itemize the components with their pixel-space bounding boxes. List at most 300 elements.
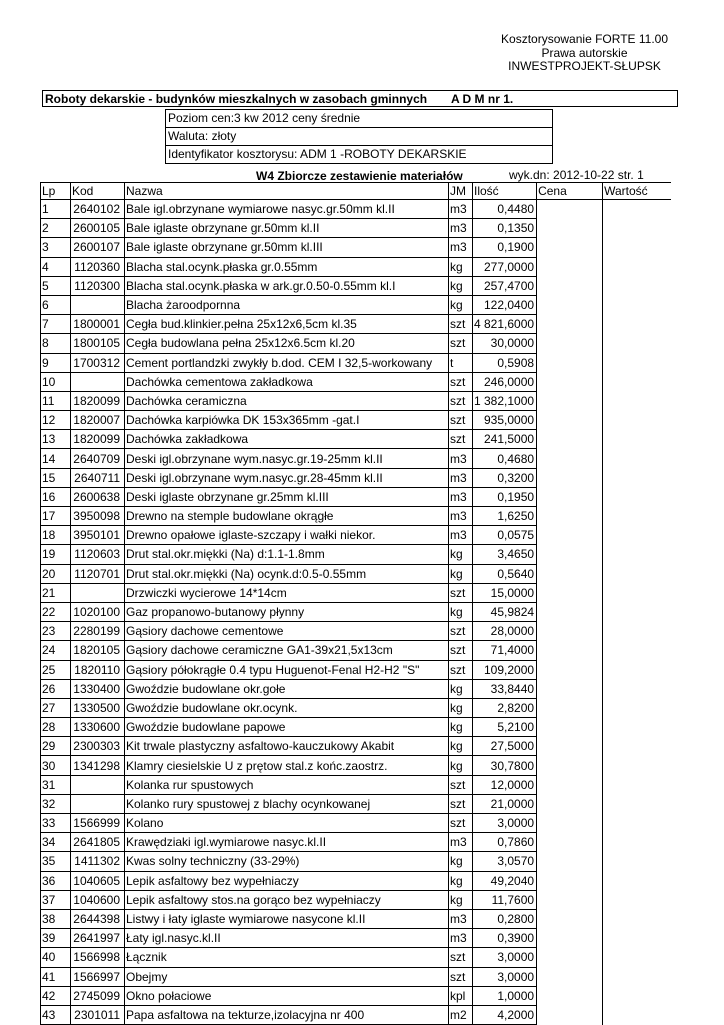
cell-jm: m3	[449, 507, 473, 526]
cell-kod: 2600105	[71, 219, 125, 238]
price-level: Poziom cen:3 kw 2012 ceny średnie	[166, 110, 552, 128]
cell-cena	[537, 295, 603, 314]
cell-ilosc: 11,7600	[473, 890, 537, 909]
cell-nazwa: Drzwiczki wycierowe 14*14cm	[125, 583, 449, 602]
cell-cena	[537, 929, 603, 948]
cell-kod: 1820110	[71, 660, 125, 679]
cell-lp: 40	[41, 948, 71, 967]
cell-nazwa: Gwoździe budowlane okr.gołe	[125, 679, 449, 698]
col-kod: Kod	[71, 183, 125, 200]
cell-jm: szt	[449, 430, 473, 449]
cell-kod: 1566998	[71, 948, 125, 967]
cell-wartosc	[603, 200, 671, 219]
cell-nazwa: Blacha stal.ocynk.płaska gr.0.55mm	[125, 257, 449, 276]
cell-cena	[537, 257, 603, 276]
table-row	[41, 526, 671, 545]
cell-ilosc: 246,0000	[473, 372, 537, 391]
cell-kod: 1330500	[71, 698, 125, 717]
table-row	[41, 679, 671, 698]
cell-ilosc: 122,0400	[473, 295, 537, 314]
cell-nazwa: Drewno na stemple budowlane okrągłe	[125, 507, 449, 526]
cell-wartosc	[603, 967, 671, 986]
cell-nazwa: Kwas solny techniczny (33-29%)	[125, 852, 449, 871]
cell-cena	[537, 756, 603, 775]
table-row	[41, 200, 671, 219]
table-row	[41, 411, 671, 430]
cell-cena	[537, 852, 603, 871]
cell-kod	[71, 372, 125, 391]
cell-kod: 1820099	[71, 391, 125, 410]
cell-lp: 17	[41, 507, 71, 526]
cell-kod: 2745099	[71, 986, 125, 1005]
cell-wartosc	[603, 468, 671, 487]
cell-wartosc	[603, 756, 671, 775]
cell-jm: kg	[449, 852, 473, 871]
cell-ilosc: 0,5640	[473, 564, 537, 583]
cell-ilosc: 3,0000	[473, 948, 537, 967]
table-row	[41, 257, 671, 276]
cell-lp: 8	[41, 334, 71, 353]
cell-wartosc	[603, 526, 671, 545]
cell-wartosc	[603, 372, 671, 391]
cell-jm: kg	[449, 295, 473, 314]
cell-jm: szt	[449, 315, 473, 334]
cell-kod: 2641997	[71, 929, 125, 948]
cell-jm: kg	[449, 564, 473, 583]
cell-kod: 1800001	[71, 315, 125, 334]
table-row	[41, 353, 671, 372]
cell-cena	[537, 641, 603, 660]
cell-ilosc: 0,7860	[473, 833, 537, 852]
cell-cena	[537, 948, 603, 967]
cell-kod: 2640102	[71, 200, 125, 219]
cell-wartosc	[603, 794, 671, 813]
cell-jm: szt	[449, 641, 473, 660]
cell-ilosc: 0,1350	[473, 219, 537, 238]
cell-kod: 2280199	[71, 622, 125, 641]
cell-ilosc: 935,0000	[473, 411, 537, 430]
cell-nazwa: Lepik asfaltowy bez wypełniaczy	[125, 871, 449, 890]
cell-jm: m3	[449, 200, 473, 219]
cell-kod: 1820099	[71, 430, 125, 449]
cell-jm: kg	[449, 257, 473, 276]
cell-ilosc: 0,1900	[473, 238, 537, 257]
cell-cena	[537, 219, 603, 238]
cell-wartosc	[603, 1005, 671, 1024]
cell-lp: 1	[41, 200, 71, 219]
cell-ilosc: 30,0000	[473, 334, 537, 353]
col-nazwa: Nazwa	[125, 183, 449, 200]
cell-cena	[537, 967, 603, 986]
cell-cena	[537, 660, 603, 679]
cell-ilosc: 0,3200	[473, 468, 537, 487]
cell-kod: 1120701	[71, 564, 125, 583]
cell-lp: 10	[41, 372, 71, 391]
table-row	[41, 660, 671, 679]
cell-cena	[537, 564, 603, 583]
cell-nazwa: Obejmy	[125, 967, 449, 986]
cell-jm: kg	[449, 276, 473, 295]
cell-lp: 22	[41, 602, 71, 621]
cell-lp: 12	[41, 411, 71, 430]
cell-kod: 1700312	[71, 353, 125, 372]
col-lp: Lp	[41, 183, 71, 200]
cell-lp: 29	[41, 737, 71, 756]
cell-kod	[71, 295, 125, 314]
cell-wartosc	[603, 391, 671, 410]
cell-kod: 1800105	[71, 334, 125, 353]
cell-cena	[537, 871, 603, 890]
cell-nazwa: Cement portlandzki zwykły b.dod. CEM I 32,5-workowany	[125, 353, 449, 372]
cell-ilosc: 28,0000	[473, 622, 537, 641]
cell-lp: 37	[41, 890, 71, 909]
cell-cena	[537, 353, 603, 372]
cell-kod: 2301011	[71, 1005, 125, 1024]
cell-jm: kg	[449, 679, 473, 698]
cell-lp: 34	[41, 833, 71, 852]
cell-jm: kg	[449, 890, 473, 909]
cell-cena	[537, 468, 603, 487]
cell-wartosc	[603, 948, 671, 967]
cell-wartosc	[603, 890, 671, 909]
cell-jm: m3	[449, 833, 473, 852]
cell-lp: 16	[41, 487, 71, 506]
cell-kod: 1120300	[71, 276, 125, 295]
cell-nazwa: Gąsiory półokrągłe 0.4 typu Huguenot-Fenal H2-H2 "S"	[125, 660, 449, 679]
cell-ilosc: 5,2100	[473, 718, 537, 737]
cell-wartosc	[603, 545, 671, 564]
cell-nazwa: Deski igl.obrzynane wym.nasyc.gr.28-45mm kl.II	[125, 468, 449, 487]
cell-wartosc	[603, 986, 671, 1005]
table-row	[41, 564, 671, 583]
table-row	[41, 468, 671, 487]
cell-nazwa: Drewno opałowe iglaste-szczapy i wałki niekor.	[125, 526, 449, 545]
cell-cena	[537, 622, 603, 641]
cell-wartosc	[603, 257, 671, 276]
cell-cena	[537, 698, 603, 717]
cell-kod: 1820105	[71, 641, 125, 660]
cell-jm: m3	[449, 449, 473, 468]
cell-kod: 3950101	[71, 526, 125, 545]
cell-jm: m3	[449, 929, 473, 948]
cell-lp: 33	[41, 814, 71, 833]
cell-kod: 1566997	[71, 967, 125, 986]
cell-kod: 1330600	[71, 718, 125, 737]
cell-kod	[71, 583, 125, 602]
cell-cena	[537, 526, 603, 545]
cell-ilosc: 27,5000	[473, 737, 537, 756]
cell-ilosc: 3,0000	[473, 967, 537, 986]
cell-nazwa: Drut stal.okr.miękki (Na) ocynk.d:0.5-0.55mm	[125, 564, 449, 583]
cell-wartosc	[603, 276, 671, 295]
cell-lp: 30	[41, 756, 71, 775]
cell-nazwa: Cegła budowlana pełna 25x12x6.5cm kl.20	[125, 334, 449, 353]
cell-wartosc	[603, 238, 671, 257]
table-row	[41, 276, 671, 295]
cell-cena	[537, 737, 603, 756]
cell-nazwa: Łaty igl.nasyc.kl.II	[125, 929, 449, 948]
table-row	[41, 602, 671, 621]
cell-cena	[537, 449, 603, 468]
cell-nazwa: Blacha żaroodpornna	[125, 295, 449, 314]
cell-lp: 2	[41, 219, 71, 238]
cell-nazwa: Blacha stal.ocynk.płaska w ark.gr.0.50-0.55mm kl.I	[125, 276, 449, 295]
cell-nazwa: Bale igl.obrzynane wymiarowe nasyc.gr.50mm kl.II	[125, 200, 449, 219]
cell-ilosc: 1,6250	[473, 507, 537, 526]
cell-jm: szt	[449, 583, 473, 602]
cell-cena	[537, 487, 603, 506]
cell-wartosc	[603, 353, 671, 372]
table-row	[41, 948, 671, 967]
materials-table	[40, 182, 671, 1025]
cell-jm: m3	[449, 526, 473, 545]
cell-kod: 1040600	[71, 890, 125, 909]
cell-kod: 1820007	[71, 411, 125, 430]
cell-kod: 3950098	[71, 507, 125, 526]
cell-ilosc: 109,2000	[473, 660, 537, 679]
table-row	[41, 238, 671, 257]
cell-wartosc	[603, 698, 671, 717]
cell-jm: kg	[449, 756, 473, 775]
cell-ilosc: 0,2800	[473, 909, 537, 928]
company-name: INWESTPROJEKT-SŁUPSK	[508, 59, 661, 73]
cell-nazwa: Gwoździe budowlane papowe	[125, 718, 449, 737]
cell-lp: 18	[41, 526, 71, 545]
cell-jm: m2	[449, 1005, 473, 1024]
table-row	[41, 487, 671, 506]
table-row	[41, 794, 671, 813]
table-row	[41, 871, 671, 890]
cell-lp: 19	[41, 545, 71, 564]
cell-ilosc: 3,0570	[473, 852, 537, 871]
rights-label: Prawa autorskie	[541, 45, 628, 60]
cell-lp: 13	[41, 430, 71, 449]
cell-jm: m3	[449, 238, 473, 257]
cell-kod	[71, 775, 125, 794]
title-text: Roboty dekarskie - budynków mieszkalnych w zasobach gminnych	[45, 92, 428, 106]
cell-ilosc: 3,4650	[473, 545, 537, 564]
cell-kod: 2300303	[71, 737, 125, 756]
table-row	[41, 756, 671, 775]
cell-wartosc	[603, 909, 671, 928]
cell-jm: kg	[449, 871, 473, 890]
cell-lp: 32	[41, 794, 71, 813]
table-row	[41, 698, 671, 717]
table-row	[41, 315, 671, 334]
cell-wartosc	[603, 507, 671, 526]
cell-lp: 43	[41, 1005, 71, 1024]
cell-nazwa: Kolanka rur spustowych	[125, 775, 449, 794]
table-row	[41, 814, 671, 833]
cell-cena	[537, 775, 603, 794]
table-row	[41, 1005, 671, 1024]
cell-ilosc: 4 821,6000	[473, 315, 537, 334]
cell-cena	[537, 794, 603, 813]
table-row	[41, 967, 671, 986]
table-row	[41, 641, 671, 660]
cell-cena	[537, 1005, 603, 1024]
cell-cena	[537, 986, 603, 1005]
cell-ilosc: 0,3900	[473, 929, 537, 948]
col-wartosc: Wartość	[603, 183, 671, 200]
cell-jm: szt	[449, 334, 473, 353]
cell-jm: szt	[449, 794, 473, 813]
cell-lp: 21	[41, 583, 71, 602]
cell-ilosc: 45,9824	[473, 602, 537, 621]
col-jm: JM	[449, 183, 473, 200]
cell-jm: m3	[449, 468, 473, 487]
cell-wartosc	[603, 718, 671, 737]
cell-jm: kg	[449, 698, 473, 717]
estimate-info	[165, 109, 553, 164]
cell-kod: 1330400	[71, 679, 125, 698]
cell-wartosc	[603, 814, 671, 833]
cell-jm: szt	[449, 411, 473, 430]
cell-wartosc	[603, 775, 671, 794]
cell-lp: 42	[41, 986, 71, 1005]
cell-wartosc	[603, 430, 671, 449]
cell-lp: 28	[41, 718, 71, 737]
cell-lp: 38	[41, 909, 71, 928]
table-row	[41, 372, 671, 391]
cell-wartosc	[603, 679, 671, 698]
cell-kod: 1120360	[71, 257, 125, 276]
table-row	[41, 737, 671, 756]
cell-wartosc	[603, 411, 671, 430]
cell-ilosc: 3,0000	[473, 814, 537, 833]
cell-kod: 1120603	[71, 545, 125, 564]
cell-cena	[537, 718, 603, 737]
cell-jm: kpl	[449, 986, 473, 1005]
cell-cena	[537, 391, 603, 410]
cell-jm: szt	[449, 948, 473, 967]
cell-wartosc	[603, 449, 671, 468]
table-row	[41, 718, 671, 737]
table-row	[41, 583, 671, 602]
cell-cena	[537, 411, 603, 430]
cell-lp: 35	[41, 852, 71, 871]
cell-ilosc: 2,8200	[473, 698, 537, 717]
cell-nazwa: Drut stal.okr.miękki (Na) d:1.1-1.8mm	[125, 545, 449, 564]
table-row	[41, 890, 671, 909]
table-row	[41, 430, 671, 449]
cell-ilosc: 12,0000	[473, 775, 537, 794]
cell-ilosc: 0,1950	[473, 487, 537, 506]
cell-wartosc	[603, 929, 671, 948]
cell-wartosc	[603, 660, 671, 679]
cell-kod: 2600638	[71, 487, 125, 506]
table-row	[41, 833, 671, 852]
cell-wartosc	[603, 852, 671, 871]
table-row	[41, 507, 671, 526]
cell-wartosc	[603, 602, 671, 621]
cell-cena	[537, 833, 603, 852]
cell-lp: 31	[41, 775, 71, 794]
section-title: W4 Zbiorcze zestawienie materiałów	[256, 169, 463, 183]
col-ilosc: Ilość	[473, 183, 537, 200]
cell-nazwa: Łącznik	[125, 948, 449, 967]
cell-ilosc: 241,5000	[473, 430, 537, 449]
cell-cena	[537, 200, 603, 219]
table-row	[41, 219, 671, 238]
cell-kod: 2600107	[71, 238, 125, 257]
cell-kod: 1411302	[71, 852, 125, 871]
cell-jm: szt	[449, 814, 473, 833]
cell-ilosc: 4,2000	[473, 1005, 537, 1024]
cell-ilosc: 71,4000	[473, 641, 537, 660]
cell-jm: kg	[449, 602, 473, 621]
cell-lp: 15	[41, 468, 71, 487]
cell-ilosc: 0,4680	[473, 449, 537, 468]
print-date-page: wyk.dn: 2012-10-22 str. 1	[509, 168, 644, 182]
cell-lp: 9	[41, 353, 71, 372]
cell-lp: 23	[41, 622, 71, 641]
cell-nazwa: Lepik asfaltowy stos.na gorąco bez wypełniaczy	[125, 890, 449, 909]
cell-ilosc: 21,0000	[473, 794, 537, 813]
cell-lp: 14	[41, 449, 71, 468]
cell-lp: 25	[41, 660, 71, 679]
cell-jm: t	[449, 353, 473, 372]
cell-lp: 6	[41, 295, 71, 314]
cell-jm: m3	[449, 219, 473, 238]
cell-wartosc	[603, 315, 671, 334]
cell-cena	[537, 334, 603, 353]
cell-cena	[537, 583, 603, 602]
cell-nazwa: Dachówka cementowa zakładkowa	[125, 372, 449, 391]
cell-jm: kg	[449, 737, 473, 756]
cell-cena	[537, 507, 603, 526]
title-adm: A D M nr 1.	[451, 92, 514, 106]
cell-kod: 1020100	[71, 602, 125, 621]
cell-nazwa: Kit trwale plastyczny asfaltowo-kauczukowy Akabit	[125, 737, 449, 756]
table-row	[41, 986, 671, 1005]
cell-kod: 2641805	[71, 833, 125, 852]
cell-cena	[537, 679, 603, 698]
table-row	[41, 852, 671, 871]
cell-nazwa: Deski iglaste obrzynane gr.25mm kl.III	[125, 487, 449, 506]
cell-nazwa: Bale iglaste obrzynane gr.50mm kl.III	[125, 238, 449, 257]
cell-lp: 20	[41, 564, 71, 583]
cell-jm: kg	[449, 718, 473, 737]
table-row	[41, 622, 671, 641]
cell-nazwa: Dachówka zakładkowa	[125, 430, 449, 449]
cell-jm: szt	[449, 775, 473, 794]
cell-lp: 39	[41, 929, 71, 948]
cell-kod: 1040605	[71, 871, 125, 890]
cell-nazwa: Gwoździe budowlane okr.ocynk.	[125, 698, 449, 717]
cell-nazwa: Dachówka ceramiczna	[125, 391, 449, 410]
cell-cena	[537, 890, 603, 909]
cell-ilosc: 257,4700	[473, 276, 537, 295]
cell-nazwa: Kolano	[125, 814, 449, 833]
cell-kod: 2640711	[71, 468, 125, 487]
table-row	[41, 391, 671, 410]
cell-jm: m3	[449, 487, 473, 506]
table-row	[41, 295, 671, 314]
cell-lp: 11	[41, 391, 71, 410]
cell-kod: 2640709	[71, 449, 125, 468]
cell-ilosc: 15,0000	[473, 583, 537, 602]
cell-jm: kg	[449, 545, 473, 564]
table-row	[41, 909, 671, 928]
cell-cena	[537, 238, 603, 257]
cell-ilosc: 0,4480	[473, 200, 537, 219]
cell-ilosc: 33,8440	[473, 679, 537, 698]
cell-kod: 1341298	[71, 756, 125, 775]
cell-nazwa: Papa asfaltowa na tekturze,izolacyjna nr 400	[125, 1005, 449, 1024]
cell-nazwa: Cegła bud.klinkier.pełna 25x12x6,5cm kl.35	[125, 315, 449, 334]
cell-jm: szt	[449, 622, 473, 641]
